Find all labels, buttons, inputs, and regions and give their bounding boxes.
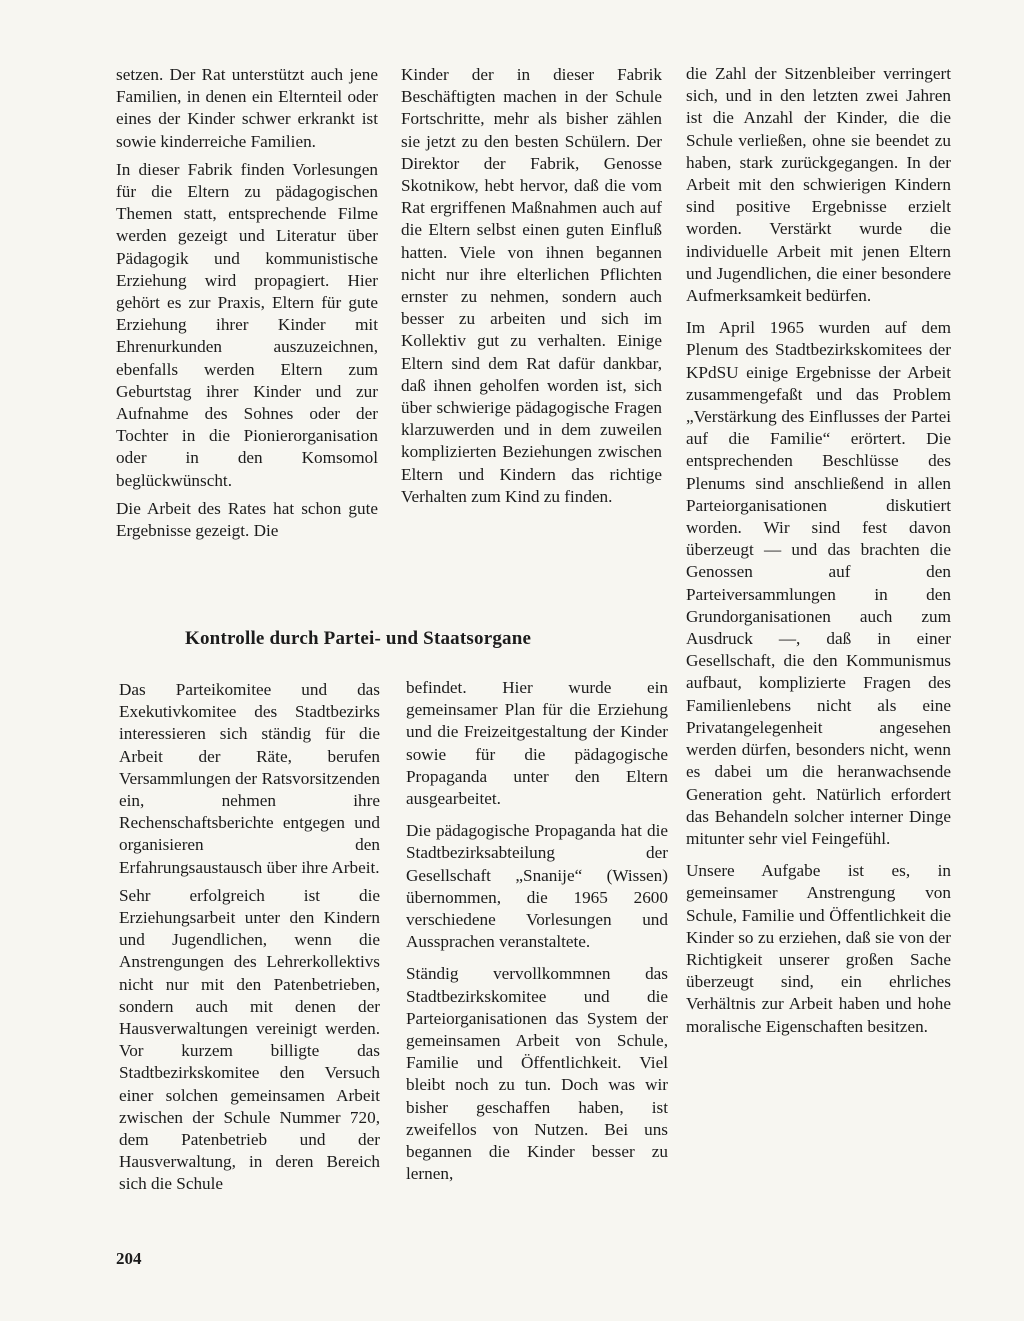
paragraph: Sehr erfolgreich ist die Erziehungsarbeit unter den Kindern und Jugendlichen, wenn die Anstrengungen des Lehrerkollektivs nicht nur mit den Patenbetrieben, sondern auch mit denen der Hausverwaltungen vereinigt werden. Vor kurzem billigte das Stadtbezirkskomitee den Versuch einer solchen gemeinsamen Arbeit zwischen der Schule Nummer 720, dem Patenbetrieb und der Hausverwaltung, in deren Bereich sich die Schule [119,885,380,1194]
paragraph: befindet. Hier wurde ein gemeinsamer Plan für die Erziehung und die Freizeitgestaltung der Kinder sowie für die pädagogische Propaganda unter den Eltern ausgearbeitet. [406,678,668,809]
paragraph: Ständig vervollkommnen das Stadtbezirkskomitee und die Parteiorganisationen das System der gemeinsamen Arbeit von Schule, Familie und Öffentlichkeit. Viel bleibt noch zu tun. Doch was wir bisher geschaffen haben, ist zweifellos von Nutzen. Bei uns begannen die Kinder besser zu lernen, [406,964,668,1184]
column-2 [401,64,662,508]
page-number: 204 [116,1249,142,1268]
paragraph: Die pädagogische Propaganda hat die Stadtbezirksabteilung der Gesellschaft „Snanije“ (Wissen) übernommen, die 1965 2600 verschiedene Vorlesungen und Aussprachen veranstaltete. [406,821,668,952]
paragraph: Kinder der in dieser Fabrik Beschäftigten machen in der Schule Fortschritte, mehr als bisher zählen sie jetzt zu den besten Schülern. Der Direktor der Fabrik, Genosse Skotnikow, hebt hervor, daß die vom Rat ergriffenen Maßnahmen auch auf die Eltern selbst einen guten Einfluß hatten. Viele von ihnen begannen nicht nur ihre elterlichen Pflichten ernster zu nehmen, sondern auch besser zu arbeiten und sich im Kollektiv gut zu verhalten. Einige Eltern sind dem Rat dafür dankbar, daß ihnen geholfen worden ist, sich über schwierige pädagogische Fragen klarzuwerden und in dem zuweilen komplizierten Beziehungen zwischen Eltern und Kindern das richtige Verhalten zum Kind zu finden. [401,65,662,506]
paragraph: Die Arbeit des Rates hat schon gute Ergebnisse gezeigt. Die [116,498,378,541]
paragraph: In dieser Fabrik finden Vorlesungen für die Eltern zu pädagogischen Themen statt, entsprechende Filme werden gezeigt und Literatur über Pädagogik und kommunistische Erziehung wird propagiert. Hier gehört es zur Praxis, Eltern für gute Erziehung ihrer Kinder mit Ehrenurkunden auszuzeichnen, ebenfalls werden Eltern zum Geburtstag ihrer Kinder und zur Aufnahme des Sohnes oder der Tochter in die Pionierorganisation oder in den Komsomol beglückwünscht. [116,159,378,490]
column-3 [686,63,951,1038]
column-5 [406,677,668,1185]
paragraph: Unsere Aufgabe ist es, in gemeinsamer Anstrengung von Schule, Familie und Öffentlichkeit die Kinder so zu erziehen, daß sie von der Richtigkeit unserer großen Sache überzeugt sind, ein ehrliches Verhältnis zur Arbeit haben und hohe moralische Eigenschaften besitzen. [686,861,951,1036]
paragraph: Das Parteikomitee und das Exekutivkomitee des Stadtbezirks interessieren sich ständig für die Arbeit der Räte, berufen Versammlungen der Ratsvorsitzenden ein, nehmen ihre Rechenschaftsberichte entgegen und organisieren den Erfahrungsaustausch über ihre Arbeit. [119,680,380,877]
column-4 [119,679,380,1196]
section-heading: Kontrolle durch Partei- und Staatsorgane [185,628,532,649]
paragraph: Im April 1965 wurden auf dem Plenum des Stadtbezirkskomitees der KPdSU einige Ergebnisse der Arbeit zusammengefaßt und das Problem „Verstärkung des Einflusses der Partei auf die Familie“ erörtert. Die entsprechenden Beschlüsse des Plenums sind anschließend in allen Parteiorganisationen diskutiert worden. Wir sind fest davon überzeugt — und das brachten die Genossen auf den Parteiversammlungen in den Grundorganisationen auch zum Ausdruck —, daß in einer Gesellschaft, die den Kommunismus aufbaut, komplizierte Fragen des Familienlebens nicht als eine Privatangelegenheit angesehen werden dürfen, besonders nicht, wenn es dabei um die heranwachsende Generation geht. Natürlich erfordert das Behandeln solcher interner Dinge mitunter sehr viel Feingefühl. [686,318,951,848]
paragraph: die Zahl der Sitzenbleiber verringert sich, und in den letzten zwei Jahren ist die Anzahl der Kinder, die die Schule verließen, ohne sie beendet zu haben, stark zurückgegangen. In der Arbeit mit den schwierigen Kindern sind positive Ergebnisse erzielt worden. Verstärkt wurde die individuelle Arbeit mit jenen Eltern und Jugendlichen, die einer besondere Aufmerksamkeit bedürfen. [686,64,951,306]
column-1 [116,64,378,542]
paragraph: setzen. Der Rat unterstützt auch jene Familien, in denen ein Elternteil oder eines der Kinder schwer erkrankt ist sowie kinderreiche Familien. [116,65,378,151]
